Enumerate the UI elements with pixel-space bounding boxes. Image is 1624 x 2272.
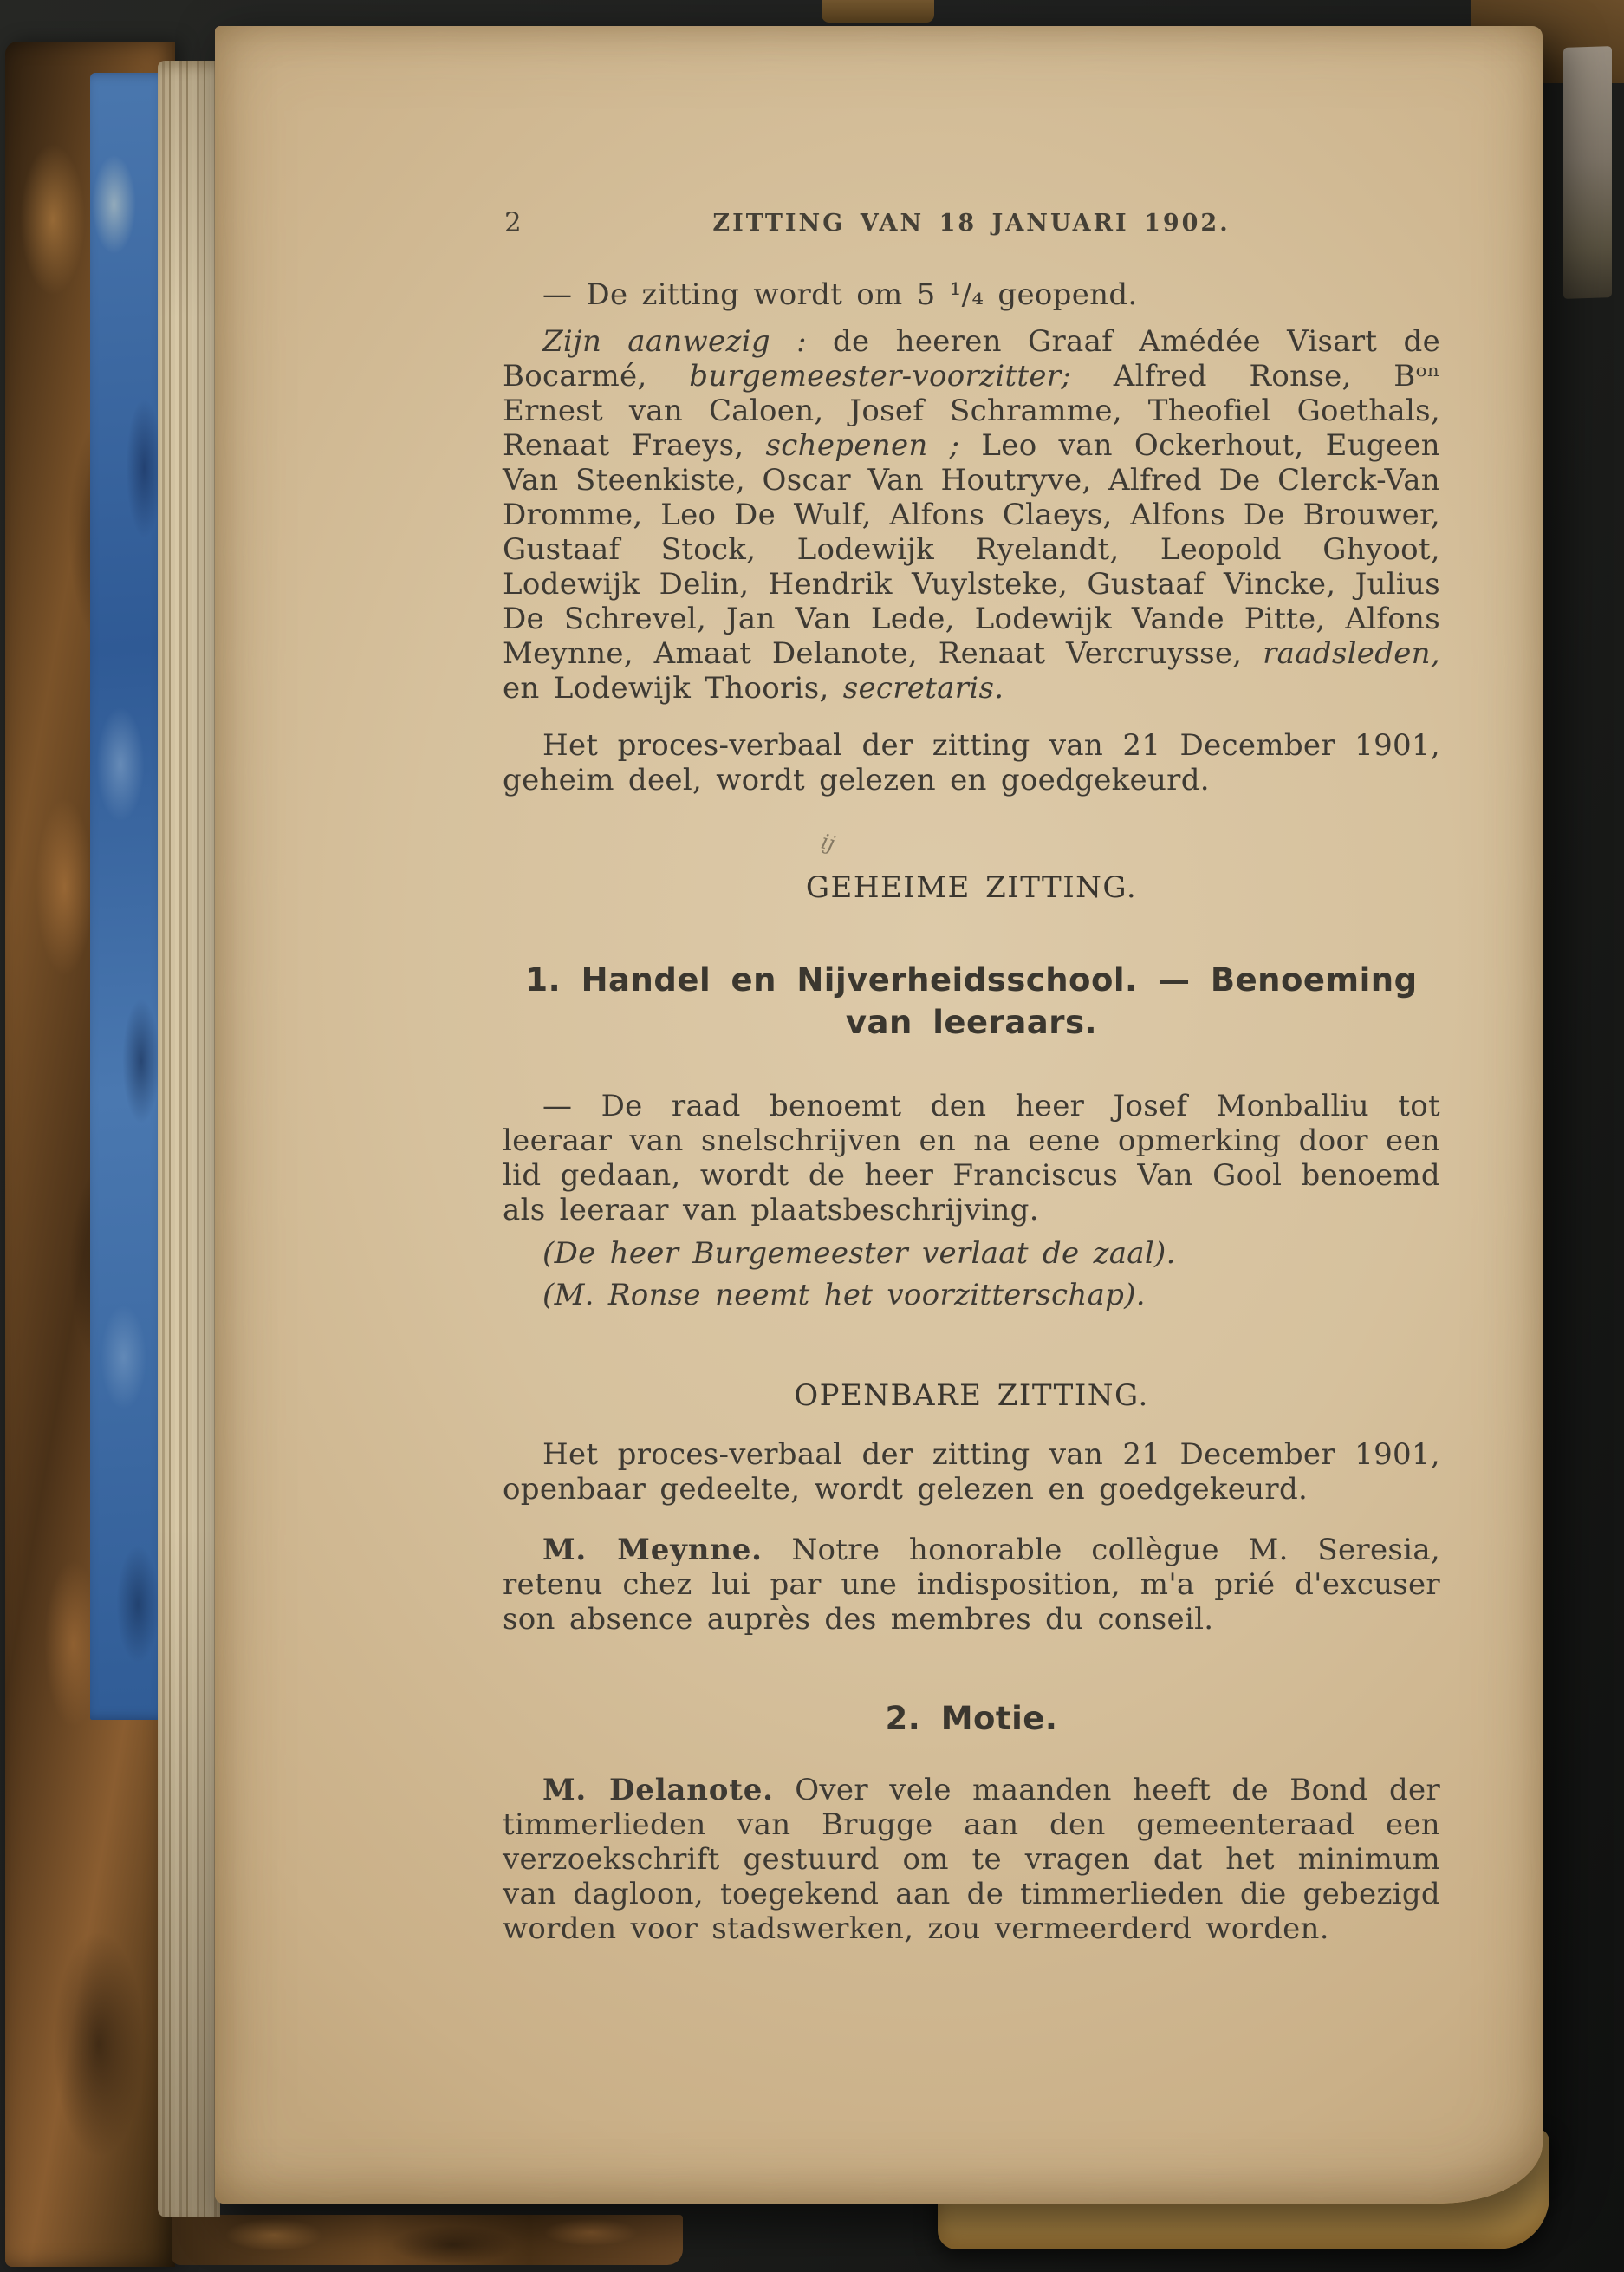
speech-delanote: Over vele maanden heeft de Bond der timmerlieden van Brugge aan den gemeenteraad een verzoekschrift gestuurd om te vragen dat het minimum van dagloon, toegekend aan de timmerlieden die gebezigd worden voor stadswerken, zou vermeerderd worden.	[503, 1773, 1440, 1946]
attendance-role-schepenen: schepenen ;	[765, 428, 960, 463]
heading-geheime-zitting: GEHEIME ZITTING.	[805, 870, 1138, 905]
ink-smudge: ij	[818, 829, 838, 856]
attendance-role-raadsleden: raadsleden,	[1263, 636, 1440, 671]
paragraph-delanote	[503, 1773, 1440, 1946]
attendance-role-secretaris: secretaris.	[842, 671, 1004, 706]
book-page	[215, 26, 1543, 2204]
attendance-names-3: Leo van Ockerhout, Eugeen Van Steenkiste, Oscar Van Houtryve, Alfred De Clerck-Van Dromme, Leo De Wulf, Alfons Claeys, Alfons De Brouwer, Gustaaf Stock, Lodewijk Ryelandt, Leopold Ghyoot, Lodewijk Delin, Hendrik Vuylsteke, Gustaaf Vincke, Julius De Schrevel, Jan Van Lede, Lodewijk Vande Pitte, Alfons Meynne, Amaat Delanote, Renaat Vercruysse,	[503, 428, 1441, 671]
book-edge-top-tab	[822, 0, 934, 23]
page-edge-sliver-right	[1563, 46, 1612, 299]
attendance-names-4: en Lodewijk Thooris,	[503, 671, 843, 706]
book-cover-marbled-bottom	[172, 2215, 683, 2265]
paragraph-minutes-public: Het proces-verbaal der zitting van 21 December 1901, openbaar gedeelte, wordt gelezen en goedgekeurd.	[503, 1437, 1440, 1507]
page-number: 2	[504, 207, 522, 238]
heading-openbare-zitting: OPENBARE ZITTING.	[794, 1378, 1149, 1413]
attendance-names-1: de heeren Graaf Amédée Visart de Bocarmé,	[503, 324, 1440, 394]
running-header-title: ZITTING VAN 18 JANUARI 1902.	[712, 210, 1231, 237]
paragraph-meynne	[503, 1533, 1440, 1637]
paragraph-section-1-body: — De raad benoemt den heer Josef Monballiu tot leeraar van snelschrijven en na eene opmerking door een lid gedaan, wordt de heer Franciscus Van Gool benoemd als leeraar van plaatsbeschrijving.	[503, 1089, 1440, 1227]
section-1-title: 1. Handel en Nijverheidsschool. — Benoeming van leeraars.	[525, 961, 1418, 1041]
stage-direction-ronse: (M. Ronse neemt het voorzitterschap).	[542, 1278, 1146, 1312]
attendance-lead-italic: Zijn aanwezig :	[542, 324, 807, 359]
attendance-names-2: Alfred Ronse, Bᵒⁿ Ernest van Caloen, Josef Schramme, Theofiel Goethals, Renaat Fraeys,	[503, 359, 1440, 463]
speaker-delanote: M. Delanote.	[542, 1773, 774, 1807]
text-column	[503, 203, 1440, 1946]
attendance-role-burgemeester: burgemeester-voorzitter;	[689, 359, 1072, 394]
stage-direction-burgemeester: (De heer Burgemeester verlaat de zaal).	[542, 1236, 1176, 1271]
paragraph-minutes-secret: Het proces-verbaal der zitting van 21 December 1901, geheim deel, wordt gelezen en goedgekeurd.	[503, 728, 1440, 797]
stacked-page-edges	[158, 61, 220, 2217]
paragraph-opening-time: — De zitting wordt om 5 ¹/₄ geopend.	[542, 277, 1138, 312]
section-2-title: 2. Motie.	[885, 1700, 1058, 1737]
running-header	[503, 203, 1440, 239]
speech-meynne: Notre honorable collègue M. Seresia, retenu chez lui par une indisposition, m'a prié d'excuser son absence auprès des membres du conseil.	[503, 1533, 1440, 1637]
paragraph-attendance	[503, 324, 1440, 706]
speaker-meynne: M. Meynne.	[542, 1533, 763, 1567]
